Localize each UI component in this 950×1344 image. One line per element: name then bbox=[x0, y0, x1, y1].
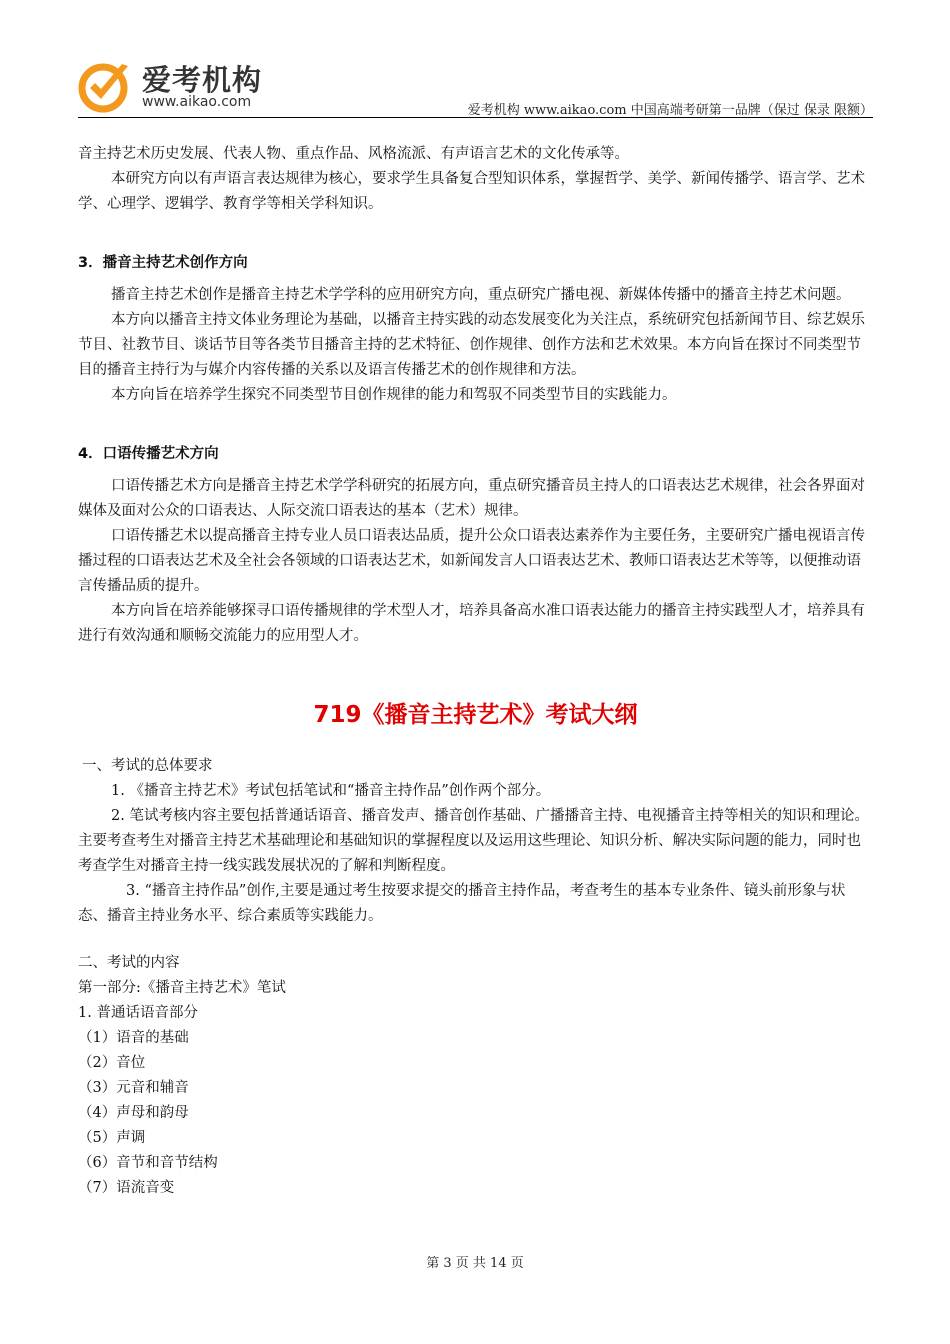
paragraph: 本方向旨在培养能够探寻口语传播规律的学术型人才，培养具备高水准口语表达能力的播音主持实践型人才，培养具有进行有效沟通和顺畅交流能力的应用型人才。 bbox=[78, 603, 865, 644]
list-item: （7）语流音变 bbox=[78, 1180, 175, 1196]
logo-url: www.aikao.com bbox=[142, 94, 252, 110]
list-item: （3）元音和辅音 bbox=[78, 1080, 189, 1096]
page-content bbox=[78, 142, 873, 1201]
header-slogan: 爱考机构 www.aikao.com 中国高端考研第一品牌（保过 保录 限额） bbox=[467, 103, 873, 118]
requirement-item: 3. “播音主持作品”创作,主要是通过考生按要求提交的播音主持作品，考查考生的基本专业条件、镜头前形象与状态、播音主持业务水平、综合素质等实践能力。 bbox=[78, 883, 846, 924]
section-heading-3: 3．播音主持艺术创作方向 bbox=[78, 255, 248, 271]
list-item: （5）声调 bbox=[78, 1130, 146, 1146]
list-item: （1）语音的基础 bbox=[78, 1030, 189, 1046]
paragraph: 本研究方向以有声语言表达规律为核心，要求学生具备复合型知识体系，掌握哲学、美学、新闻传播学、语言学、艺术学、心理学、逻辑学、教育学等相关学科知识。 bbox=[78, 171, 865, 212]
list-heading: 1. 普通话语音部分 bbox=[78, 1005, 198, 1021]
list-item: （4）声母和韵母 bbox=[78, 1105, 189, 1121]
logo-check-icon bbox=[78, 58, 134, 114]
paragraph: 口语传播艺术方向是播音主持艺术学学科研究的拓展方向，重点研究播音员主持人的口语表达艺术规律，社会各界面对媒体及面对公众的口语表达、人际交流口语表达的基本（艺术）规律。 bbox=[78, 478, 865, 519]
requirement-item: 1. 《播音主持艺术》考试包括笔试和“播音主持作品”创作两个部分。 bbox=[111, 783, 551, 799]
header-divider bbox=[78, 117, 873, 118]
paragraph: 音主持艺术历史发展、代表人物、重点作品、风格流派、有声语言艺术的文化传承等。 bbox=[78, 146, 629, 162]
paragraph: 本方向旨在培养学生探究不同类型节目创作规律的能力和驾驭不同类型节目的实践能力。 bbox=[111, 387, 677, 403]
outline-part2-heading: 二、考试的内容 bbox=[78, 955, 180, 971]
list-item: （2）音位 bbox=[78, 1055, 146, 1071]
outline-part2-subheading: 第一部分:《播音主持艺术》笔试 bbox=[78, 980, 286, 996]
paragraph: 播音主持艺术创作是播音主持艺术学学科的应用研究方向，重点研究广播电视、新媒体传播中的播音主持艺术问题。 bbox=[111, 287, 851, 303]
paragraph: 口语传播艺术以提高播音主持专业人员口语表达品质，提升公众口语表达素养作为主要任务，主要研究广播电视语言传播过程的口语表达艺术及全社会各领域的口语表达艺术，如新闻发言人口语表达艺术、教师口语表达艺术等等，以便推动语言传播品质的提升。 bbox=[78, 528, 865, 594]
page-number: 第 3 页 共 14 页 bbox=[426, 1256, 524, 1271]
list-item: （6）音节和音节结构 bbox=[78, 1155, 218, 1171]
outline-part1-heading: 一、考试的总体要求 bbox=[82, 758, 213, 774]
section-heading-4: 4．口语传播艺术方向 bbox=[78, 446, 219, 462]
aikao-logo bbox=[78, 56, 278, 114]
paragraph: 本方向以播音主持文体业务理论为基础，以播音主持实践的动态发展变化为关注点，系统研究包括新闻节目、综艺娱乐节目、社教节目、谈话节目等各类节目播音主持的艺术特征、创作规律、创作方法和艺术效果。本方向旨在探讨不同类型节目的播音主持行为与媒介内容传播的关系以及语言传播艺术的创作规律和方法。 bbox=[78, 312, 865, 378]
requirement-item: 2. 笔试考核内容主要包括普通话语音、播音发声、播音创作基础、广播播音主持、电视播音主持等相关的知识和理论。主要考查考生对播音主持艺术基础理论和基础知识的掌握程度以及运用这些理论、知识分析、解决实际问题的能力，同时也考查学生对播音主持一线实践发展状况的了解和判断程度。 bbox=[78, 808, 869, 874]
page-header bbox=[78, 56, 873, 118]
outline-title: 719《播音主持艺术》考试大纲 bbox=[313, 702, 638, 728]
logo-text: 爱考机构 bbox=[142, 63, 263, 97]
